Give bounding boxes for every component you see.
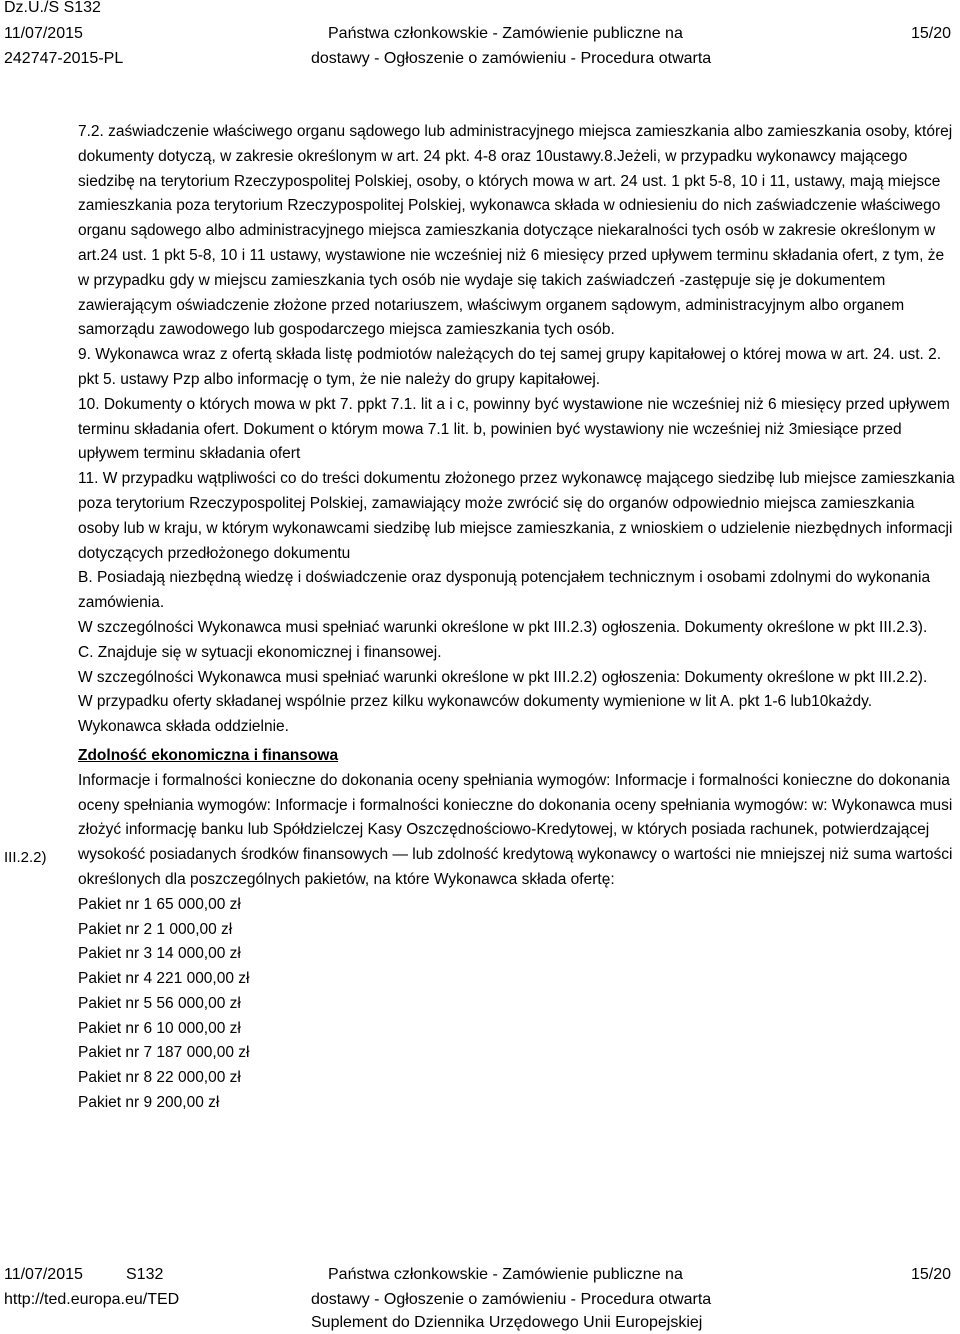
header-title-line1: Państwa członkowskie - Zamówienie publiczne na — [328, 25, 683, 42]
section-number: III.2.2) — [4, 849, 47, 866]
paragraph-10: 10. Dokumenty o których mowa w pkt 7. ppkt 7.1. lit a i c, powinny być wystawione nie wcześniej niż 6 miesięcy przed upływem terminu składania ofert. Dokument o którym mowa 7.1 lit. b, powinien być wystawiony nie wcześniej niż 3miesiące przed upływem terminu składania ofert — [78, 395, 950, 463]
list-item: Pakiet nr 9 200,00 zł — [78, 1094, 220, 1112]
paragraph-joint-offer: W przypadku oferty składanej wspólnie przez kilku wykonawców dokumenty wymienione w lit A. pkt 1-6 lub10każdy. Wykonawca składa oddzielnie. — [78, 693, 873, 736]
paragraph-c-detail: W szczególności Wykonawca musi spełniać warunki określone w pkt III.2.2) ogłoszenia: Dokumenty określone w pkt III.2.2). — [78, 668, 928, 686]
header-title-line2: dostawy - Ogłoszenie o zamówieniu - Procedura otwarta — [311, 50, 712, 67]
list-item: Pakiet nr 8 22 000,00 zł — [78, 1069, 241, 1087]
list-item: Pakiet nr 3 14 000,00 zł — [78, 945, 241, 963]
footer-page-number: 15/20 — [911, 1266, 952, 1283]
paragraph-b: B. Posiadają niezbędną wiedzę i doświadczenie oraz dysponują potencjałem technicznym i osobami zdolnymi do wykonania zamówienia. — [78, 569, 931, 612]
paragraph-11: 11. W przypadku wątpliwości co do treści dokumentu złożonego przez wykonawcę mającego siedzibę lub miejsce zamieszkania poza terytorium Rzeczypospolitej Polskiej, zamawiający może zwrócić się do organów odpowiednio miejsca zamieszkania osoby lub w kraju, w którym wykonawcami siedzibę lub miejsce zamieszkania, z wnioskiem o udzielenie niezbędnych informacji dotyczących przedłożonego dokumentu — [78, 470, 955, 562]
footer-supplement: Suplement do Dziennika Urzędowego Unii Europejskiej — [311, 1314, 703, 1331]
paragraph-9: 9. Wykonawca wraz z ofertą składa listę podmiotów należących do tej samej grupy kapitałowej o której mowa w art. 24. ust. 2. pkt 5. ustawy Pzp albo informację o tym, że nie należy do grupy kapitałowej. — [78, 346, 942, 388]
header-date: 11/07/2015 — [4, 25, 83, 42]
list-item: Pakiet nr 4 221 000,00 zł — [78, 970, 250, 988]
list-item: Pakiet nr 2 1 000,00 zł — [78, 920, 233, 938]
footer-ted-link[interactable]: http://ted.europa.eu/TED — [4, 1291, 180, 1308]
pakiety-list — [78, 893, 958, 1116]
list-item: Pakiet nr 7 187 000,00 zł — [78, 1044, 250, 1062]
document-body — [78, 120, 958, 1116]
paragraph-7-2: 7.2. zaświadczenie właściwego organu sądowego lub administracyjnego miejsca zamieszkania albo zamieszkania osoby, której dokumenty dotyczą, w zakresie określonym w art. 24 pkt. 4-8 oraz 10ustawy.8.Jeżeli, w przypadku wykonawcy mającego siedzibę na terytorium Rzeczypospolitej Polskiej, osoby, o których mowa w art. 24 ust. 1 pkt 5-8, 10 i 11, ustawy, mają miejsce zamieszkania poza terytorium Rzeczypospolitej Polskiej, wykonawca składa w odniesieniu do nich zaświadczenie właściwego organu sądowego albo administracyjnego miejsca zamieszkania dotyczące niekaralności tych osób w zakresie określonym w art.24 ust. 1 pkt 5-8, 10 i 11 ustawy, wystawione nie wcześniej niż 6 miesięcy przed upływem terminu składania ofert, z tym, że w przypadku gdy w miejscu zamieszkania tych osób nie wydaje się takich zaświadczeń -zastępuje się je dokumentem zawierającym oświadczenie złożone przed notariuszem, właściwym organem sądowym, administracyjnym albo organem samorządu zawodowego lub gospodarczego miejsca zamieszkania tych osób. — [78, 123, 953, 339]
section-title: Zdolność ekonomiczna i finansowa — [78, 746, 339, 764]
footer-date: 11/07/2015 — [4, 1266, 83, 1283]
section-intro: Informacje i formalności konieczne do dokonania oceny spełniania wymogów: Informacje i formalności konieczne do dokonania oceny spełniania wymogów: Informacje i formalności konieczne do dokonania oceny spełniania wymogów: w: Wykonawca musi złożyć informację banku lub Spółdzielczej Kasy Oszczędnościowo-Kredytowej, w których posiada rachunek, potwierdzającej wysokość posiadanych środków finansowych — lub zdolność kredytową wykonawcy o wartości nie mniejszej niż suma wartości określonych dla poszczególnych pakietów, na które Wykonawca składa ofertę: — [78, 771, 953, 888]
paragraph-b-detail: W szczególności Wykonawca musi spełniać warunki określone w pkt III.2.3) ogłoszenia. Dokumenty określone w pkt III.2.3). — [78, 618, 928, 636]
header-page-number: 15/20 — [911, 25, 952, 42]
footer-title-line2: dostawy - Ogłoszenie o zamówieniu - Procedura otwarta — [311, 1291, 712, 1308]
footer-title-line1: Państwa członkowskie - Zamówienie publiczne na — [328, 1266, 683, 1283]
footer-code: S132 — [126, 1266, 164, 1283]
list-item: Pakiet nr 6 10 000,00 zł — [78, 1019, 241, 1037]
header-notice-number: 242747-2015-PL — [4, 50, 124, 67]
list-item: Pakiet nr 5 56 000,00 zł — [78, 994, 241, 1012]
header-journal-ref: Dz.U./S S132 — [4, 0, 101, 16]
paragraph-c: C. Znajduje się w sytuacji ekonomicznej i finansowej. — [78, 643, 442, 661]
list-item: Pakiet nr 1 65 000,00 zł — [78, 895, 241, 913]
